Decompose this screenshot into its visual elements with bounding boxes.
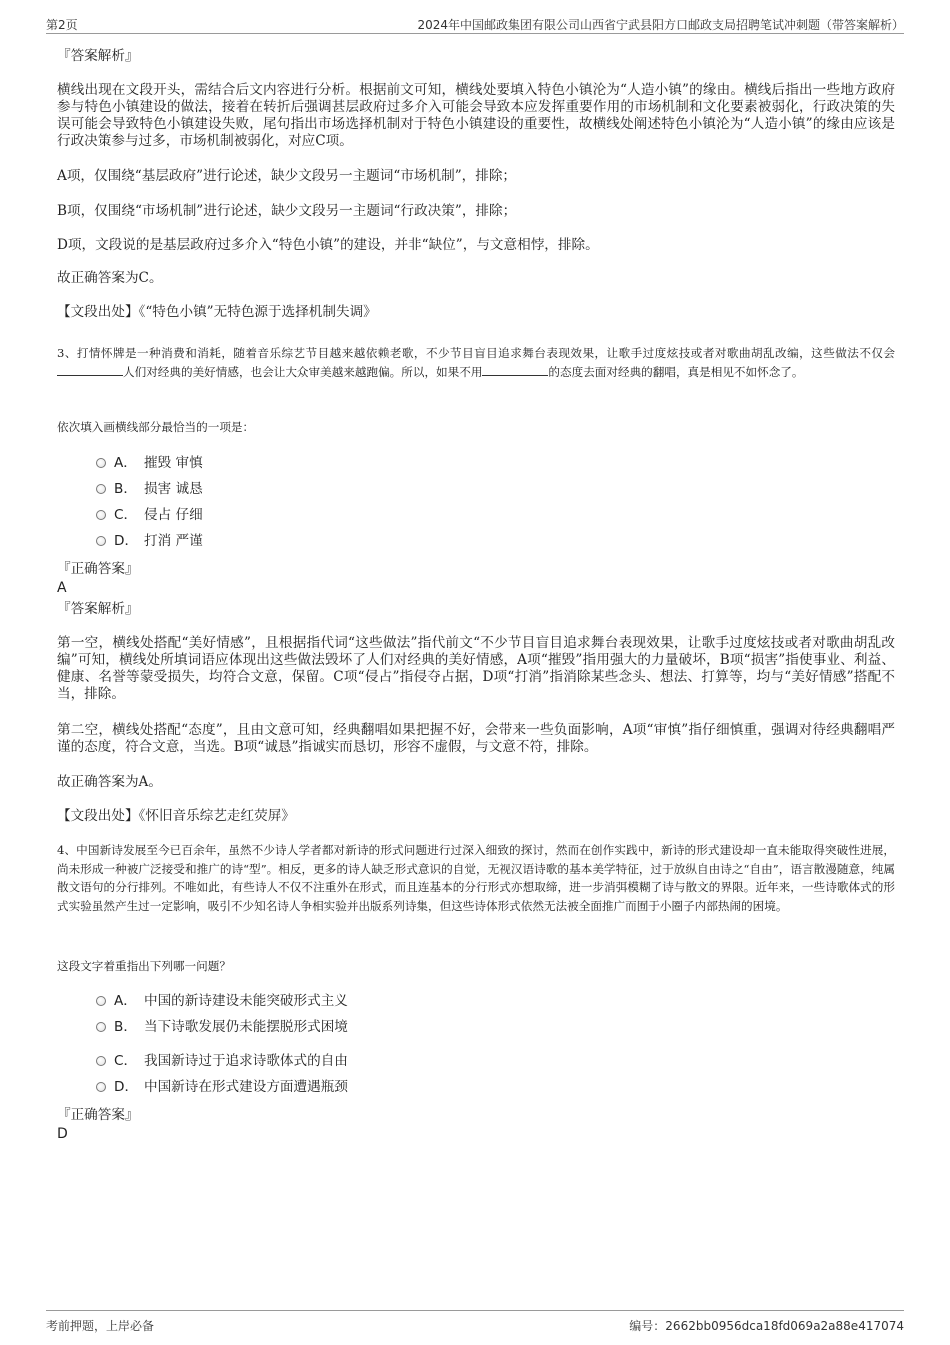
q2-conclusion: 故正确答案为C。 — [57, 270, 163, 286]
radio-icon[interactable] — [96, 536, 106, 546]
q4-question: 这段文字着重指出下列哪一问题？ — [57, 959, 231, 973]
q3-question: 依次填入画横线部分最恰当的一项是： — [57, 420, 255, 434]
radio-icon[interactable] — [96, 996, 106, 1006]
q4-stem: 4、中国新诗发展至今已百余年，虽然不少诗人学者都对新诗的形式问题进行过深入细致的探讨，然而在创作实践中，新诗的形式建设却一直未能取得突破性进展，尚未形成一种被广泛接受和推广的诗“型”。相反，更多的诗人缺乏形式意识的自觉，无视汉语诗歌的基本美学特征，过于放纵自由诗之“自由”，语言散漫随意，纯属散文语句的分行排列。不唯如此，有些诗人不仅不注重外在形式，而且连基本的分行形式亦想取缔，进一步消弭模糊了诗与散文的界限。近年来，一些诗歌体式的形式实验虽然产生过一定影响，吸引不少知名诗人争相实验并出版系列诗集，但这些诗体形式依然无法被全面推广而囿于小圈子内部热闹的困境。 — [57, 843, 895, 913]
radio-icon[interactable] — [96, 510, 106, 520]
q3-stem-part-2: 人们对经典的美好情感，也会让大众审美越来越跑偏。所以，如果不用 — [123, 364, 483, 379]
radio-icon[interactable] — [96, 484, 106, 494]
q2-analysis-paragraph: 横线出现在文段开头，需结合后文内容进行分析。根据前文可知，横线处要填入特色小镇沦为“人造小镇”的缘由。横线后指出一些地方政府参与特色小镇建设的做法，接着在转折后强调甚层政府过多介入可能会导致本应发挥重要作用的市场机制和文化要素被弱化，行政决策的失误可能会导致特色小镇建设失败，尾句指出市场选择机制对于特色小镇建设的重要性，故横线处阐述特色小镇沦为“人造小镇”的缘由应该是行政决策参与过多，市场机制被弱化，对应C项。 — [57, 82, 895, 149]
q3-answer-label: 『正确答案』 — [57, 561, 139, 577]
page-number: 第2页 — [46, 18, 78, 32]
q3-blank-2 — [482, 363, 548, 376]
q3-analysis-label: 『答案解析』 — [57, 601, 139, 617]
radio-icon[interactable] — [96, 458, 106, 468]
page-header — [46, 13, 904, 34]
q3-analysis-paragraph-2: 第二空，横线处搭配“态度”，且由文意可知，经典翻唱如果把握不好，会带来一些负面影响，A项“审慎”指仔细慎重，强调对待经典翻唱严谨的态度，符合文意，当选。B项“诚恳”指诚实而恳切，形容不虚假，与文意不符，排除。 — [57, 722, 895, 755]
q4-option-d[interactable]: D． 中国新诗在形式建设方面遭遇瓶颈 — [96, 1078, 348, 1096]
q3-stem-part-1: 3、打情怀牌是一种消费和消耗，随着音乐综艺节目越来越依赖老歌，不少节目盲目追求舞台表现效果，让歌手过度炫技或者对歌曲胡乱改编，这些做法不仅会 — [57, 346, 895, 360]
q3-analysis-paragraph-1: 第一空，横线处搭配“美好情感”，且根据指代词“这些做法”指代前文“不少节目盲目追求舞台表现效果，让歌手过度炫技或者对歌曲胡乱改编”可知，横线处所填词语应体现出这些做法毁坏了人们对经典的美好情感，A项“摧毁”指用强大的力量破坏，B项“损害”指使事业、利益、健康、名誉等蒙受损失，均符合文意，保留。C项“侵占”指侵夺占据，D项“打消”指消除某些念头、想法、打算等，均与“美好情感”搭配不当，排除。 — [57, 635, 895, 702]
q2-option-b-analysis: B项，仅围绕“市场机制”进行论述，缺少文段另一主题词“行政决策”，排除； — [57, 203, 517, 219]
q3-conclusion: 故正确答案为A。 — [57, 774, 162, 790]
radio-icon[interactable] — [96, 1022, 106, 1032]
footer-slogan: 考前押题，上岸必备 — [46, 1319, 155, 1333]
q3-stem-part-3: 的态度去面对经典的翻唱，真是相见不如怀念了。 — [548, 364, 804, 379]
q3-answer: A — [57, 580, 67, 596]
document-code: 编号：2662bb0956dca18fd069a2a88e417074 — [629, 1319, 904, 1333]
q3-stem — [57, 344, 895, 381]
page-footer — [46, 1310, 904, 1335]
q2-source: 【文段出处】《“特色小镇”无特色源于选择机制失调》 — [57, 304, 377, 320]
document-title: 2024年中国邮政集团有限公司山西省宁武县阳方口邮政支局招聘笔试冲刺题（带答案解析） — [417, 18, 904, 32]
q4-option-a[interactable]: A． 中国的新诗建设未能突破形式主义 — [96, 992, 348, 1010]
q3-source: 【文段出处】《怀旧音乐综艺走红荧屏》 — [57, 808, 295, 824]
radio-icon[interactable] — [96, 1056, 106, 1066]
q3-option-b[interactable]: B． 损害 诚恳 — [96, 480, 203, 498]
radio-icon[interactable] — [96, 1082, 106, 1092]
q2-option-a-analysis: A项，仅围绕“基层政府”进行论述，缺少文段另一主题词“市场机制”，排除； — [57, 168, 517, 184]
q3-blank-1 — [57, 363, 123, 376]
q4-answer: D — [57, 1126, 68, 1142]
q4-answer-label: 『正确答案』 — [57, 1107, 139, 1123]
q2-option-d-analysis: D项，文段说的是基层政府过多介入“特色小镇”的建设，并非“缺位”，与文意相悖，排除。 — [57, 237, 599, 253]
q3-option-c[interactable]: C． 侵占 仔细 — [96, 506, 203, 524]
q3-option-a[interactable]: A． 摧毁 审慎 — [96, 454, 203, 472]
q4-option-c[interactable]: C． 我国新诗过于追求诗歌体式的自由 — [96, 1052, 348, 1070]
q4-option-b[interactable]: B． 当下诗歌发展仍未能摆脱形式困境 — [96, 1018, 348, 1036]
q2-analysis-label: 『答案解析』 — [57, 48, 139, 64]
q3-option-d[interactable]: D． 打消 严谨 — [96, 532, 203, 550]
